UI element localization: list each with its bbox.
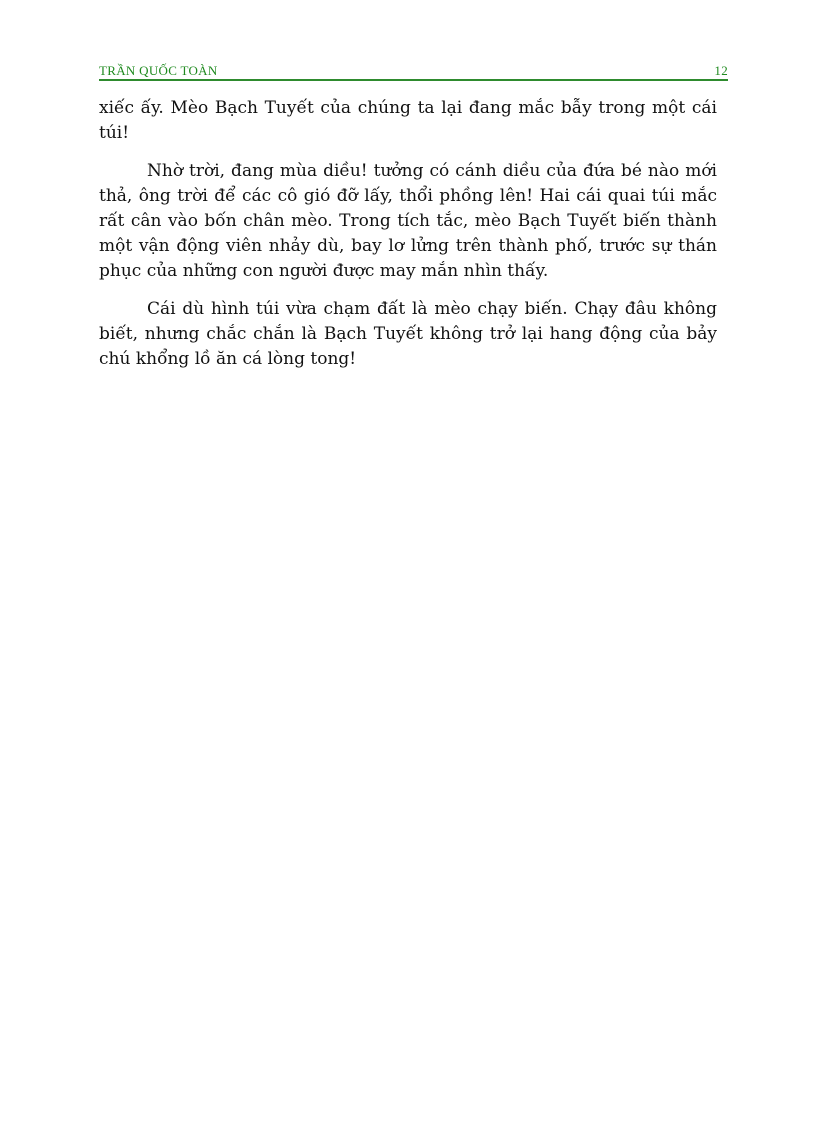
- header-author: TRẦN QUỐC TOÀN: [99, 63, 218, 78]
- paragraph-1: xiếc ấy. Mèo Bạch Tuyết của chúng ta lại đang mắc bẫy trong một cái túi!: [99, 98, 717, 143]
- body-text: [99, 96, 717, 385]
- header-page-number: 12: [714, 63, 728, 78]
- paragraph-3: Cái dù hình túi vừa chạm đất là mèo chạy biến. Chạy đâu không biết, nhưng chắc chắn là Bạch Tuyết không trở lại hang động của bảy chú khổng lồ ăn cá lòng tong!: [99, 299, 717, 369]
- paragraph-2: Nhờ trời, đang mùa diều! tưởng có cánh diều của đứa bé nào mới thả, ông trời để các cô gió đỡ lấy, thổi phồng lên! Hai cái quai túi mắc rất cân vào bốn chân mèo. Trong tích tắc, mèo Bạch Tuyết biến thành một vận động viên nhảy dù, bay lơ lửng trên thành phố, trước sự thán phục của những con người được may mắn nhìn thấy.: [99, 161, 717, 281]
- page-header: [99, 62, 728, 81]
